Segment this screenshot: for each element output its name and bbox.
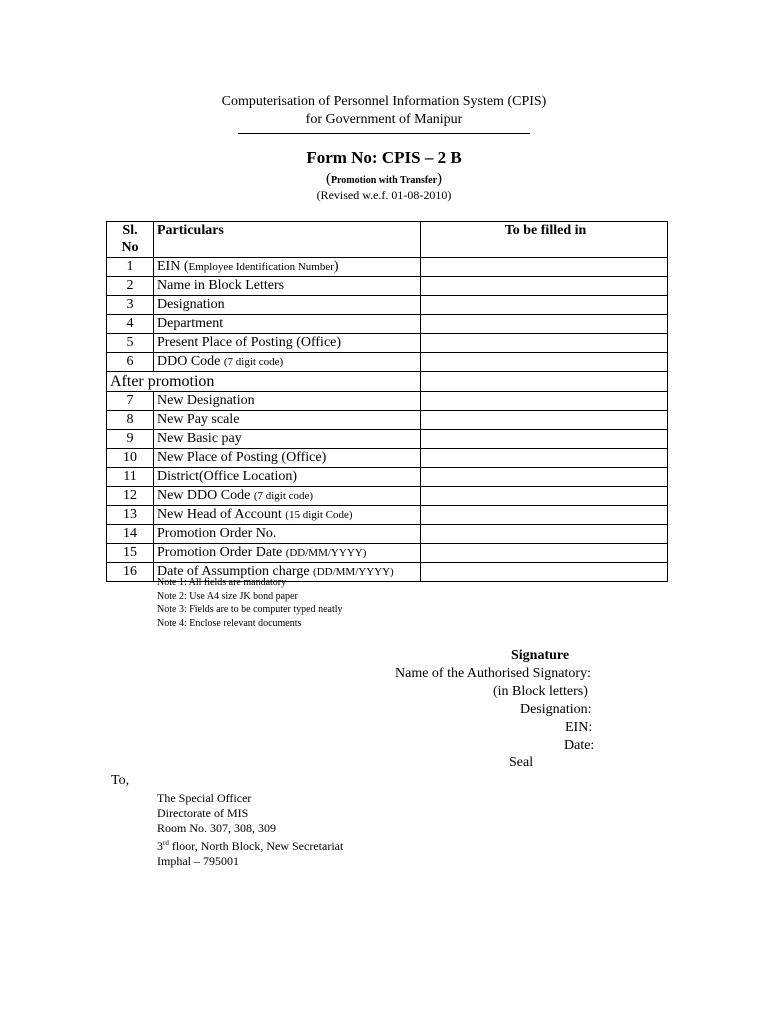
header-title: Computerisation of Personnel Information System (CPIS): [221, 94, 547, 109]
table-row: [107, 334, 668, 353]
date-label: Date:: [564, 738, 595, 753]
notes-list: [157, 576, 343, 630]
row-number: 10: [107, 449, 154, 468]
fill-in-field[interactable]: [421, 392, 668, 411]
fill-in-field[interactable]: [421, 487, 668, 506]
note-item: Note 4: Enclose relevant documents: [157, 617, 302, 629]
fill-in-field[interactable]: [421, 411, 668, 430]
row-number: 15: [107, 544, 154, 563]
fill-in-field[interactable]: [421, 258, 668, 277]
table-row: [107, 277, 668, 296]
row-particular: Designation: [154, 296, 421, 315]
fill-in-field[interactable]: [421, 315, 668, 334]
block-letters-label: (in Block letters): [493, 684, 588, 699]
fill-in-field[interactable]: [421, 449, 668, 468]
table-row: [107, 258, 668, 277]
row-number: 13: [107, 506, 154, 525]
table-header-row: [107, 222, 668, 258]
header-divider: [238, 133, 530, 134]
table-row: [107, 449, 668, 468]
seal-label: Seal: [509, 755, 534, 770]
fill-in-field[interactable]: [421, 468, 668, 487]
row-number: 7: [107, 392, 154, 411]
row-particular: DDO Code (7 digit code): [154, 353, 421, 372]
row-particular: Promotion Order Date (DD/MM/YYYY): [154, 544, 421, 563]
address-to: To,: [111, 773, 130, 788]
row-number: 3: [107, 296, 154, 315]
row-number: 9: [107, 430, 154, 449]
row-particular: New Designation: [154, 392, 421, 411]
row-particular: New Basic pay: [154, 430, 421, 449]
row-particular: New Pay scale: [154, 411, 421, 430]
fill-in-field[interactable]: [421, 277, 668, 296]
note-item: Note 2: Use A4 size JK bond paper: [157, 590, 298, 602]
row-particular: Date of Assumption charge (DD/MM/YYYY): [154, 563, 421, 582]
form-subtitle-text: Promotion with Transfer: [330, 175, 438, 186]
fill-in-field[interactable]: [421, 334, 668, 353]
form-subtitle: (Promotion with Transfer): [325, 171, 443, 187]
section-row-after-promotion: [107, 372, 668, 392]
row-number: 8: [107, 411, 154, 430]
col-header-fill: To be filled in: [421, 222, 668, 258]
note-item: Note 1: All fields are mandatory: [157, 577, 287, 588]
row-number: 16: [107, 563, 154, 582]
address-line: 3rd floor, North Block, New Secretariat: [157, 839, 344, 853]
designation-label: Designation:: [520, 702, 592, 717]
fill-in-field[interactable]: [421, 544, 668, 563]
fill-in-field[interactable]: [421, 296, 668, 315]
row-number: 6: [107, 353, 154, 372]
row-particular: New Head of Account (15 digit Code): [154, 506, 421, 525]
row-number: 1: [107, 258, 154, 277]
row-particular: Present Place of Posting (Office): [154, 334, 421, 353]
row-particular: New DDO Code (7 digit code): [154, 487, 421, 506]
signature-title: Signature: [511, 648, 570, 663]
col-header-sl-2: No: [121, 240, 139, 255]
row-particular: Name in Block Letters: [154, 277, 421, 296]
row-number: 5: [107, 334, 154, 353]
ein-label: EIN:: [565, 720, 593, 735]
table-row: [107, 468, 668, 487]
table-row: [107, 544, 668, 563]
fill-in-field[interactable]: [421, 563, 668, 582]
section-heading: After promotion: [107, 372, 421, 392]
table-row: [107, 525, 668, 544]
table-row: [107, 392, 668, 411]
fill-in-field[interactable]: [421, 506, 668, 525]
row-particular: New Place of Posting (Office): [154, 449, 421, 468]
table-row: [107, 296, 668, 315]
address-block: [157, 791, 343, 869]
fill-in-field[interactable]: [421, 353, 668, 372]
revision-note: (Revised w.e.f. 01-08-2010): [316, 188, 452, 202]
row-number: 14: [107, 525, 154, 544]
form-number: Form No: CPIS – 2 B: [306, 148, 462, 167]
address-line: Directorate of MIS: [157, 806, 249, 820]
table-row: [107, 430, 668, 449]
fill-in-field: [421, 372, 668, 392]
table-row: [107, 315, 668, 334]
row-particular: Department: [154, 315, 421, 334]
row-particular: District(Office Location): [154, 468, 421, 487]
col-header-particulars: Particulars: [154, 222, 421, 258]
table-row: [107, 353, 668, 372]
signatory-name-label: Name of the Authorised Signatory:: [395, 666, 591, 681]
table-row: [107, 411, 668, 430]
row-number: 2: [107, 277, 154, 296]
row-particular: EIN (Employee Identification Number): [154, 258, 421, 277]
row-particular: Promotion Order No.: [154, 525, 421, 544]
fill-in-field[interactable]: [421, 430, 668, 449]
particulars-table: [106, 221, 668, 582]
address-line: The Special Officer: [157, 791, 252, 805]
table-row: [107, 487, 668, 506]
address-line: Room No. 307, 308, 309: [157, 821, 277, 835]
note-item: Note 3: Fields are to be computer typed neatly: [157, 604, 343, 615]
fill-in-field[interactable]: [421, 525, 668, 544]
row-number: 12: [107, 487, 154, 506]
table-row: [107, 506, 668, 525]
header-subtitle: for Government of Manipur: [305, 112, 463, 127]
row-number: 11: [107, 468, 154, 487]
col-header-sl: [107, 222, 154, 258]
address-line: Imphal – 795001: [157, 854, 239, 868]
row-number: 4: [107, 315, 154, 334]
col-header-sl-1: Sl.: [122, 223, 138, 238]
